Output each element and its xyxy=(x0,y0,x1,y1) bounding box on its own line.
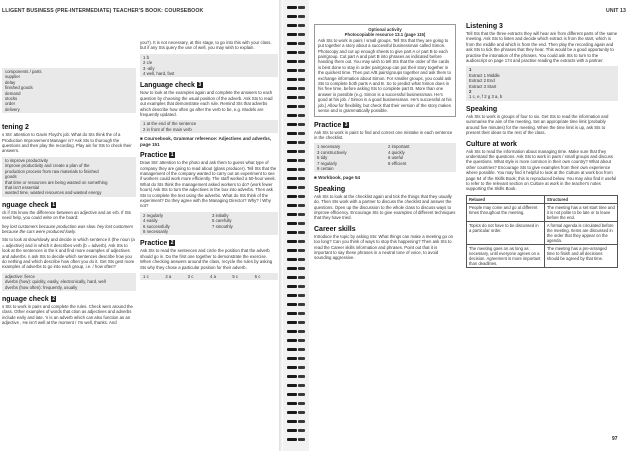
binding-ring xyxy=(283,15,309,20)
binding-ring xyxy=(283,87,309,92)
workbook-reference xyxy=(314,175,456,180)
left-page-column-1 xyxy=(2,68,136,329)
ring-segment xyxy=(287,69,297,72)
answer-grid xyxy=(143,213,275,235)
answer-box-position xyxy=(140,120,278,133)
example-sentences: hey lost customers because production was slow. hey lost customers because the cars were produced lowly. xyxy=(2,223,134,234)
answer-line: 8 efficient xyxy=(388,160,407,166)
ring-segment xyxy=(298,150,305,153)
ring-segment xyxy=(298,24,305,27)
binding-ring xyxy=(283,402,309,407)
ring-segment xyxy=(298,294,305,297)
heading-text: Practice xyxy=(314,121,342,129)
binding-ring xyxy=(283,330,309,335)
binding-ring xyxy=(283,186,309,191)
ring-segment xyxy=(287,15,297,18)
answer-box-practice-1 xyxy=(140,212,278,236)
answer-line: delay xyxy=(5,79,16,85)
ring-segment xyxy=(287,123,297,126)
ring-segment xyxy=(298,330,305,333)
answer-line: Extract 2 End xyxy=(469,78,495,84)
ring-segment xyxy=(287,249,297,252)
section-number-badge: 3 xyxy=(344,121,348,128)
answer-box-practice-2 xyxy=(140,273,278,280)
ring-segment xyxy=(298,51,305,54)
ring-segment xyxy=(287,87,297,90)
answer-line: Extract 3 Start xyxy=(469,83,497,89)
ring-segment xyxy=(287,114,297,117)
ring-segment xyxy=(287,51,297,54)
table-row xyxy=(467,221,618,244)
answer-item: 1 c xyxy=(143,274,149,279)
table-row xyxy=(467,203,618,221)
paragraph: Ask Sts to work in pairs to find and correct one mistake in each sentence in the checklist. xyxy=(314,129,453,140)
answer-line: dverbs (how often): frequently, usually xyxy=(5,284,78,290)
ring-segment xyxy=(298,69,305,72)
answer-item: 4 a xyxy=(210,274,216,279)
ring-segment xyxy=(287,96,297,99)
heading-language-check-2 xyxy=(2,295,136,304)
book-icon: ■ xyxy=(314,175,317,181)
book-icon: ■ xyxy=(140,136,143,142)
ring-segment xyxy=(287,213,297,216)
ring-segment xyxy=(298,321,305,324)
paragraph: Ask Sts to read the information about managing time. Make sure that they understand the questions. Ask Sts to work in pairs / small groups and discuss the questions. What style is more common in their own country? What about other countries? Encourage Sts to give examples from their own experience where possible. You may find it helpful to look at the Culture at work box from page 64 of the Skills Book; this is reproduced below. You may also find it useful to refer to the relevant section on Culture at work in the teacher's notes supporting the Skills Book. xyxy=(466,148,617,192)
answer-line: finished goods xyxy=(5,85,33,91)
heading-text: Language check xyxy=(140,82,195,90)
ring-segment xyxy=(298,132,305,135)
binding-ring xyxy=(283,231,309,236)
ring-segment xyxy=(298,393,305,396)
answer-line: 7 smoothly xyxy=(212,223,233,229)
ring-segment xyxy=(298,141,305,144)
answer-grid xyxy=(317,144,453,171)
heading-practice-3 xyxy=(314,121,456,130)
ring-segment xyxy=(298,258,305,261)
binding-ring xyxy=(283,123,309,128)
ring-segment xyxy=(298,438,305,441)
answer-line: supplier xyxy=(5,74,21,80)
ring-segment xyxy=(287,366,297,369)
answer-line: demand xyxy=(5,90,21,96)
ring-segment xyxy=(287,42,297,45)
ring-segment xyxy=(287,150,297,153)
box-title: Optional activity xyxy=(368,27,402,32)
answer-line: components / parts xyxy=(5,69,42,74)
paragraph: Tell Sts that the three extracts they will hear are from different parts of the same meeting. Ask Sts to listen and decide which extract is from the start, which is from the middle and which is from the end. Then play the recording again and ask Sts to tick the phrases that they hear. This would be a good opportunity to practise the intonation of the phrases. You could ask Sts to turn to the audioscript on page 174 and practise reading the extracts with a partner. xyxy=(466,31,618,64)
ring-segment xyxy=(298,96,305,99)
binding-ring xyxy=(283,222,309,227)
binding-ring xyxy=(283,33,309,38)
ring-segment xyxy=(287,24,297,27)
answer-item: 3 c xyxy=(187,274,194,279)
answer-line: stocks xyxy=(5,96,18,102)
answer-line: dverbs (how): quickly, easily, electronically, hard, well xyxy=(5,279,106,285)
heading-text: nguage check xyxy=(2,201,49,209)
ring-segment xyxy=(298,240,305,243)
heading-language-check-3 xyxy=(140,81,278,90)
answer-line: 1 b xyxy=(143,54,149,60)
ring-segment xyxy=(287,231,297,234)
ring-segment xyxy=(298,249,305,252)
heading-culture-at-work: Culture at work xyxy=(466,140,517,148)
ring-segment xyxy=(287,195,297,198)
binding-ring xyxy=(283,213,309,218)
paragraph: Ask Sts to look at the checklist again and tick the things that they usually do. Then Sts work with a partner to discuss the checklist and answer the questions. Open up the discussion to the whole class to discuss ways to improve efficiency. Encourage Sts to give examples of different techniques that they have tried. xyxy=(314,193,456,221)
answer-line: 2 xyxy=(469,89,472,95)
answer-line: 5 carefully xyxy=(212,218,232,224)
ring-segment xyxy=(287,6,297,9)
ring-segment xyxy=(298,60,305,63)
binding-ring xyxy=(283,60,309,65)
optional-activity-box xyxy=(314,24,456,117)
ring-segment xyxy=(298,195,305,198)
ring-segment xyxy=(298,411,305,414)
answer-line: 9 certain xyxy=(317,165,334,171)
box-body: Ask Sts to work in pairs / small groups. Tell Sts that they are going to put together a story about a successful businessman called Simon. Photocopy and cut up enough sheets to give part A or part B to each pair/group. Cut part A and part B into phrases as indicated before handing them out. You may wish to tell Sts that the order of the cards is best done to stay in order pair/group can put their story together in the quickest time. Then put A/B pairs/groups together and ask them to exchange information about Simon. For smaller groups, you could ask Sts to complete both parts A and B. So to predict what Simon does in his free time, before asking Sts to complete part B. More than one answer is possible (e.g. Simon is a successful businessman. He's good at his job. / Simon is a good businessman. He's successful at his job.) Allow for flexibility, but check that their version of the story makes sense and is grammatically possible. xyxy=(318,37,452,114)
answer-line: 7 regularly xyxy=(317,160,338,166)
running-header-left: LLIGENT BUSINESS (PRE-INTERMEDIATE) TEACHER'S BOOK: COURSEBOOK xyxy=(2,8,204,14)
ring-segment xyxy=(298,114,305,117)
binding-ring xyxy=(283,339,309,344)
table-cell: Topics do not have to be discussed in a particular order. xyxy=(467,221,545,244)
binding-ring xyxy=(283,348,309,353)
ring-segment xyxy=(287,294,297,297)
binding-ring xyxy=(283,78,309,83)
heading-speaking: Speaking xyxy=(466,105,498,113)
binding-ring xyxy=(283,240,309,245)
ring-segment xyxy=(298,177,305,180)
heading-career-skills: Career skills xyxy=(314,225,356,233)
answer-line: delivery xyxy=(5,106,20,112)
column-header: Relaxed xyxy=(467,195,545,203)
answer-line: 4 well, hard, fast xyxy=(143,71,175,77)
table-row xyxy=(467,244,618,267)
ring-segment xyxy=(287,393,297,396)
ring-segment xyxy=(298,186,305,189)
paragraph: ck if Sts know the difference between an adjective and an erb. If Sts need help, you could write on the board: xyxy=(2,209,131,221)
answer-row xyxy=(143,274,275,279)
ring-segment xyxy=(298,15,305,18)
answer-box-practice-3 xyxy=(314,143,456,172)
ring-segment xyxy=(287,258,297,261)
answer-line: improve productivity and create a plan of the xyxy=(5,163,90,169)
binding-ring xyxy=(283,438,309,443)
paragraph: Draw Sts' attention to the photo and ask them to guess what type of company they are going to read about (glass producer). Tell Sts that the management of the company wanted to carry out an experiment to see if workers could work more efficiently. The staff worked a 50-hour week. What do Sts think the management asked workers to do? (work fewer hours) Ask Sts to turn the adjectives in the box into adverbs. Then ask Sts to complete the text using the adverbs. What do Sts think of the experiment? Do they agree with the Managing Director? Why? / Why not? xyxy=(140,160,277,209)
heading-listening-3: Listening 3 xyxy=(466,23,503,30)
paragraph: Introduce the topic by asking Sts: What things can make a meeting go on too long? Can you think of ways to stop this happening? Then ask Sts to read the Career skills information and phrases. Point out that it is important to say these phrases in a neutral tone of voice, to avoid sounding aggressive. xyxy=(314,233,454,261)
binding-ring xyxy=(283,132,309,137)
ring-segment xyxy=(287,60,297,63)
ring-segment xyxy=(287,438,297,441)
spiral-binding xyxy=(283,0,309,451)
answer-item: 5 c xyxy=(232,274,239,279)
ring-segment xyxy=(298,276,305,279)
answer-line: wasted time, wasted resources and wasted energy xyxy=(5,190,102,196)
ring-segment xyxy=(287,105,297,108)
table-cell: People may come and go at different times throughout the meeting. xyxy=(467,203,545,221)
ring-segment xyxy=(287,204,297,207)
binding-ring xyxy=(283,366,309,371)
ring-segment xyxy=(287,159,297,162)
binding-ring xyxy=(283,393,309,398)
heading-listening-2: tening 2 xyxy=(2,124,29,132)
answer-line: 1 c, e, f 2 g 3 a, b xyxy=(469,94,503,100)
ring-segment xyxy=(298,339,305,342)
ring-segment xyxy=(287,339,297,342)
answer-line: production process from raw materials to finished xyxy=(5,168,99,174)
left-page-column-2 xyxy=(140,40,278,281)
answer-box-listening xyxy=(2,157,136,197)
binding-ring xyxy=(283,321,309,326)
heading-text: Practice xyxy=(140,240,168,248)
ring-segment xyxy=(287,285,297,288)
answer-line: 3 -ally xyxy=(143,65,155,71)
ring-segment xyxy=(298,402,305,405)
heading-text: nguage check xyxy=(2,296,49,303)
ring-segment xyxy=(298,6,305,9)
binding-ring xyxy=(283,285,309,290)
culture-table xyxy=(466,195,618,268)
ring-segment xyxy=(298,429,305,432)
binding-ring xyxy=(283,429,309,434)
table-cell: The meeting goes on as long as necessary, until everyone agrees on a decision. Agreement is more important than deadlines. xyxy=(467,244,545,267)
ring-segment xyxy=(298,123,305,126)
answer-box-adverbs xyxy=(2,273,136,291)
ring-segment xyxy=(298,348,305,351)
reference-text: Workbook, page 54 xyxy=(318,175,361,181)
binding-ring xyxy=(283,276,309,281)
answer-line: that time or resources are being wasted on something xyxy=(5,179,108,185)
answer-line: 4 easily xyxy=(143,218,158,224)
ring-segment xyxy=(298,312,305,315)
grammar-reference-note xyxy=(140,136,278,147)
binding-ring xyxy=(283,159,309,164)
ring-segment xyxy=(287,303,297,306)
ring-segment xyxy=(287,267,297,270)
ring-segment xyxy=(298,420,305,423)
binding-ring xyxy=(283,204,309,209)
ring-segment xyxy=(298,213,305,216)
binding-ring xyxy=(283,141,309,146)
answer-line: 2 regularly xyxy=(143,212,164,218)
ring-segment xyxy=(298,357,305,360)
ring-segment xyxy=(298,159,305,162)
answer-box-rules xyxy=(140,54,278,78)
ring-segment xyxy=(287,276,297,279)
binding-ring xyxy=(283,42,309,47)
answer-line: Extract 1 Middle xyxy=(469,72,500,78)
section-number-badge: 3 xyxy=(198,82,202,89)
heading-text: Practice xyxy=(140,152,168,160)
table-header-row xyxy=(467,195,618,203)
ring-segment xyxy=(298,204,305,207)
answer-item: 6 c xyxy=(254,274,261,279)
running-header-right: UNIT 13 xyxy=(606,8,627,14)
section-number-badge: 1 xyxy=(52,201,55,208)
ring-segment xyxy=(298,231,305,234)
ring-segment xyxy=(298,303,305,306)
table-cell: The meeting has a pre-arranged time to finish and all decisions should be agreed by that time. xyxy=(544,244,617,267)
answer-line: 4 quickly xyxy=(388,149,405,155)
ring-segment xyxy=(287,420,297,423)
ring-segment xyxy=(287,402,297,405)
ring-segment xyxy=(298,168,305,171)
binding-ring xyxy=(283,357,309,362)
binding-ring xyxy=(283,375,309,380)
binding-ring xyxy=(283,177,309,182)
ring-segment xyxy=(298,78,305,81)
answer-line: order xyxy=(5,101,16,107)
ring-segment xyxy=(287,240,297,243)
binding-ring xyxy=(283,303,309,308)
section-number-badge: 2 xyxy=(170,240,174,247)
answer-line: 2 in front of the main verb xyxy=(143,126,192,132)
reference-text: Coursebook, Grammar reference: Adjectives and adverbs, page 151 xyxy=(140,136,272,147)
ring-segment xyxy=(287,411,297,414)
ring-segment xyxy=(287,375,297,378)
paragraph: Ask Sts to read the sentences and circle the position that the adverb should go in. Do the first one together to demonstrate the exercise. When checking answers around the class, recycle the rules by asking Sts why they chose a particular position for their adverb. xyxy=(140,248,273,270)
binding-ring xyxy=(283,51,309,56)
ring-segment xyxy=(298,375,305,378)
answer-line: adjective: fierce xyxy=(5,273,35,279)
ring-segment xyxy=(298,267,305,270)
paragraph: you?). It is not necessary, at this stage, to go into this with your class, but if any Sts query the use of well, you may wish to explain. xyxy=(140,40,272,51)
binding-ring xyxy=(283,114,309,119)
ring-segment xyxy=(287,312,297,315)
answer-line: to improve productivity xyxy=(5,157,48,163)
ring-segment xyxy=(287,186,297,189)
paragraph: Ask Sts to work in groups of four to six. Get Sts to read the information and summarise the aim of the meeting. Set an appropriate time limit (probably around five minutes) for the meeting. When the time limit is up, ask Sts to present their ideas to the rest of the class. xyxy=(466,113,609,136)
ring-segment xyxy=(298,105,305,108)
heading-practice-2 xyxy=(140,239,278,248)
binding-ring xyxy=(283,312,309,317)
heading-language-check-1 xyxy=(2,201,136,210)
ring-segment xyxy=(298,222,305,225)
right-page-column-1 xyxy=(314,22,456,264)
heading-practice-1 xyxy=(140,151,278,160)
paragraph: s Sts' attention to Gavin Floyd's job. What do Sts think the of a Production Improvement Manager is? Ask Sts to thorough the questions and then play the recording. Play ain for Sts to check their answers. xyxy=(2,132,132,154)
ring-segment xyxy=(287,168,297,171)
answer-box-listening-3 xyxy=(466,66,618,100)
ring-segment xyxy=(287,429,297,432)
ring-segment xyxy=(287,33,297,36)
binding-ring xyxy=(283,267,309,272)
heading-speaking: Speaking xyxy=(314,185,346,193)
answer-line: 6 successfully xyxy=(143,223,170,229)
answer-line: 1 xyxy=(469,67,472,73)
ring-segment xyxy=(287,132,297,135)
answer-line: 5 tidy xyxy=(317,155,328,161)
box-subtitle: Photocopiable resource 13.1 (page 115) xyxy=(344,32,426,38)
table-cell: The meeting has a set start time and it is not polite to be late or to leave before the end. xyxy=(544,203,617,221)
page-number: 97 xyxy=(612,436,618,442)
binding-ring xyxy=(283,168,309,173)
ring-segment xyxy=(287,348,297,351)
binding-ring xyxy=(283,96,309,101)
answer-line: 2 c/e xyxy=(143,60,153,66)
ring-segment xyxy=(298,366,305,369)
binding-ring xyxy=(283,384,309,389)
ring-segment xyxy=(287,357,297,360)
ring-segment xyxy=(287,321,297,324)
paragraph: s Sts to work in pairs and complete the rules. Check wers around the class. Other examples of words that ction as adjectives and adverbs include early and late. 'n is an adverb which can also function as an adjective , He isn't well at the moment / I'm well, thanks. And xyxy=(2,304,133,326)
binding-ring xyxy=(283,105,309,110)
answer-line: 6 useful xyxy=(388,155,404,161)
answer-line: 3 constructively xyxy=(317,149,347,155)
answer-box-vocabulary xyxy=(2,68,136,113)
paragraph: Sts to look at slow/slowly and decide in which sentence it (the noun (a = adjective) and in which it describes verb (b = adverb). Ask Sts to look at the sentences in the k and find more examples of adjectives and adverbs. n ask Sts to decide which sentences describe how you do nething and which describe how often you do it. Get Sts gest more examples of adverbs to go into each group, i.e. / how often? xyxy=(2,237,135,270)
binding-ring xyxy=(283,411,309,416)
answer-item: 2 a xyxy=(165,274,172,279)
binding-ring xyxy=(283,24,309,29)
answer-line: 8 necessarily xyxy=(143,228,169,234)
ring-segment xyxy=(298,87,305,90)
ring-segment xyxy=(287,177,297,180)
ring-segment xyxy=(298,285,305,288)
answer-line: 3 initially xyxy=(212,212,229,218)
binding-ring xyxy=(283,150,309,155)
ring-segment xyxy=(287,141,297,144)
ring-segment xyxy=(287,330,297,333)
binding-ring xyxy=(283,195,309,200)
ring-segment xyxy=(287,78,297,81)
answer-line: 2 important xyxy=(388,144,410,150)
ring-segment xyxy=(287,384,297,387)
ring-segment xyxy=(298,33,305,36)
binding-ring xyxy=(283,294,309,299)
answer-line: goods xyxy=(5,174,17,180)
binding-ring xyxy=(283,69,309,74)
binding-ring xyxy=(283,258,309,263)
table-cell: A formal agenda is circulated before the meeting. Items are discussed in the order that they appear on the agenda. xyxy=(544,221,617,244)
binding-ring xyxy=(283,249,309,254)
binding-ring xyxy=(283,6,309,11)
column-header: Structured xyxy=(544,195,617,203)
ring-segment xyxy=(298,384,305,387)
section-number-badge: 2 xyxy=(52,296,55,302)
right-page-column-2 xyxy=(466,18,618,268)
paragraph: Now to look at the examples again and complete the answers to each question by choosing the usual position of the adverb. Ask Sts to read out examples that demonstrate each rule. Remind Sts that adverbs which describe how often go after the verb to be, e.g. Models are frequently updated. xyxy=(140,90,273,118)
answer-line: 1 necessary xyxy=(317,144,341,150)
ring-segment xyxy=(287,222,297,225)
section-number-badge: 1 xyxy=(170,152,174,159)
binding-ring xyxy=(283,420,309,425)
answer-line: 1 at the end of the sentence xyxy=(143,121,197,127)
ring-segment xyxy=(298,42,305,45)
answer-line: that isn't essential xyxy=(5,184,40,190)
